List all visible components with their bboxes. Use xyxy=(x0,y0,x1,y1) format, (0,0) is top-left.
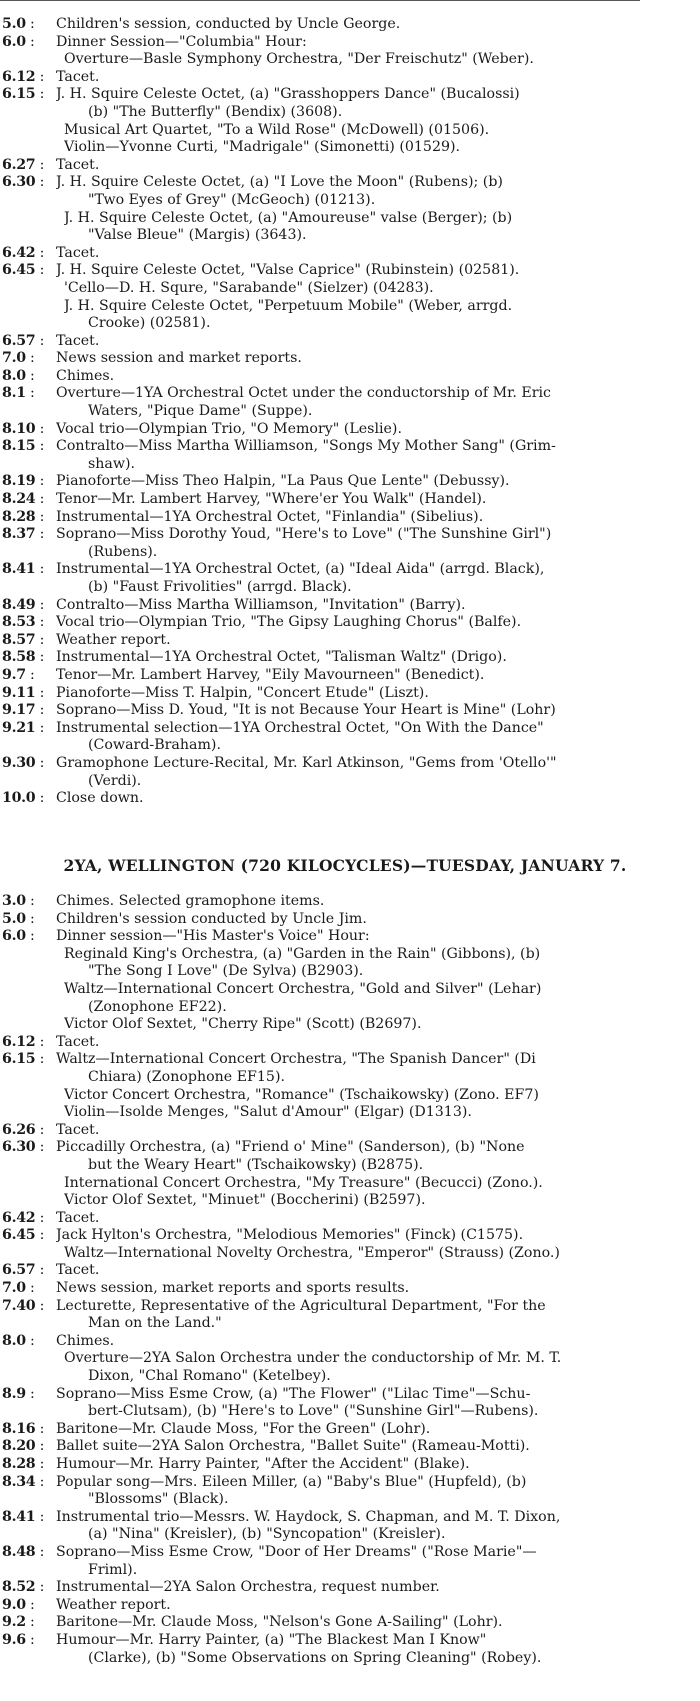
time-label: 8.10 : xyxy=(2,420,45,437)
programme-text: (Zonophone EF22). xyxy=(88,998,227,1015)
programme-line xyxy=(0,1315,690,1333)
programme-line xyxy=(0,1562,690,1580)
time-value: 9.30 xyxy=(2,754,36,771)
programme-line xyxy=(0,1509,690,1527)
programme-line xyxy=(0,720,690,738)
programme-text: Chimes. xyxy=(56,367,115,384)
time-label: 9.6 : xyxy=(2,1631,35,1648)
time-label: 9.30 : xyxy=(2,754,45,771)
programme-line xyxy=(0,403,690,421)
time-label: 6.45 : xyxy=(2,262,45,279)
programme-text: Waltz—International Concert Orchestra, "The Spanish Dancer" (Di xyxy=(56,1051,536,1068)
programme-text: Pianoforte—Miss Theo Halpin, "La Paus Que Lente" (Debussy). xyxy=(56,473,510,490)
programme-line xyxy=(0,1245,690,1263)
programme-text: J. H. Squire Celeste Octet, "Perpetuum Mobile" (Weber, arrgd. xyxy=(64,297,513,314)
programme-text: Contralto—Miss Martha Williamson, "Invitation" (Barry). xyxy=(56,596,466,613)
programme-text: Overture—1YA Orchestral Octet under the conductorship of Mr. Eric xyxy=(56,385,551,402)
time-label: 6.0 : xyxy=(2,928,35,945)
time-label: 3.0 : xyxy=(2,893,35,909)
station-header-2ya: 2YA, WELLINGTON (720 KILOCYCLES)—TUESDAY, JANUARY 7. xyxy=(63,856,627,875)
programme-line xyxy=(0,51,690,69)
programme-line xyxy=(0,1262,690,1280)
programme-line xyxy=(0,1298,690,1316)
programme-line xyxy=(0,1104,690,1122)
programme-text: Children's session conducted by Uncle Jim. xyxy=(56,910,367,927)
programme-line xyxy=(0,1579,690,1597)
programme-text: (Clarke), (b) "Some Observations on Spring Cleaning" (Robey). xyxy=(88,1649,542,1666)
programme-text: Instrumental selection—1YA Orchestral Octet, "On With the Dance" xyxy=(56,719,544,736)
programme-text: Reginald King's Orchestra, (a) "Garden in the Rain" (Gibbons), (b) xyxy=(64,945,541,962)
programme-line xyxy=(0,1051,690,1069)
programme-line xyxy=(0,928,690,946)
time-value: 8.41 xyxy=(2,1508,36,1525)
time-value: 9.2 xyxy=(2,1614,26,1631)
programme-text: bert-Clutsam), (b) "Here's to Love" ("Sunshine Girl"—Rubens). xyxy=(88,1403,539,1420)
programme-text: Tacet. xyxy=(56,1121,100,1138)
time-value: 7.0 xyxy=(2,350,26,367)
time-label: 8.20 : xyxy=(2,1438,45,1455)
programme-line xyxy=(0,69,690,87)
programme-line xyxy=(0,1227,690,1245)
programme-text: Vocal trio—Olympian Trio, "The Gipsy Laughing Chorus" (Balfe). xyxy=(56,614,522,631)
time-label: 7.0 : xyxy=(2,1280,35,1297)
programme-text: Chimes. Selected gramophone items. xyxy=(56,893,325,909)
programme-line xyxy=(0,333,690,351)
programme-text: "Valse Bleue" (Margis) (3643). xyxy=(88,227,307,244)
time-value: 10.0 xyxy=(2,790,36,807)
time-value: 6.42 xyxy=(2,1209,36,1226)
time-value: 8.58 xyxy=(2,649,36,666)
programme-section-1 xyxy=(0,16,690,808)
programme-text: Chimes. xyxy=(56,1332,115,1349)
programme-line xyxy=(0,1456,690,1474)
programme-line xyxy=(0,227,690,245)
programme-text: (a) "Nina" (Kreisler), (b) "Syncopation" (Kreisler). xyxy=(88,1526,446,1543)
programme-text: shaw). xyxy=(88,455,136,472)
programme-line xyxy=(0,649,690,667)
programme-line xyxy=(0,368,690,386)
programme-text: Humour—Mr. Harry Painter, (a) "The Blackest Man I Know" xyxy=(56,1631,487,1648)
programme-line xyxy=(0,315,690,333)
programme-text: Dixon, "Chal Romano" (Ketelbey). xyxy=(88,1368,331,1385)
time-value: 6.57 xyxy=(2,332,36,349)
programme-line xyxy=(0,667,690,685)
time-value: 6.12 xyxy=(2,68,36,85)
programme-text: Musical Art Quartet, "To a Wild Rose" (McDowell) (01506). xyxy=(64,121,490,138)
programme-text: Tacet. xyxy=(56,1033,100,1050)
programme-text: Violin—Isolde Menges, "Salut d'Amour" (Elgar) (D1313). xyxy=(64,1104,472,1121)
time-label: 6.57 : xyxy=(2,1262,45,1279)
programme-line xyxy=(0,86,690,104)
time-label: 6.42 : xyxy=(2,1209,45,1226)
time-label: 6.42 : xyxy=(2,244,45,261)
programme-line xyxy=(0,737,690,755)
programme-line xyxy=(0,1614,690,1632)
time-value: 9.21 xyxy=(2,719,36,736)
time-label: 6.12 : xyxy=(2,1033,45,1050)
time-value: 5.0 xyxy=(2,910,26,927)
programme-line xyxy=(0,1597,690,1615)
time-label: 8.52 : xyxy=(2,1579,45,1596)
time-value: 9.6 xyxy=(2,1631,26,1648)
programme-line xyxy=(0,1280,690,1298)
programme-line xyxy=(0,702,690,720)
time-value: 8.0 xyxy=(2,1332,26,1349)
programme-text: Chiara) (Zonophone EF15). xyxy=(88,1068,285,1085)
programme-line xyxy=(0,579,690,597)
time-label: 8.37 : xyxy=(2,526,45,543)
programme-text: Victor Olof Sextet, "Cherry Ripe" (Scott) (B2697). xyxy=(64,1016,422,1033)
programme-text: Tacet. xyxy=(56,156,100,173)
programme-text: Lecturette, Representative of the Agricultural Department, "For the xyxy=(56,1297,546,1314)
time-value: 7.40 xyxy=(2,1297,36,1314)
programme-text: Crooke) (02581). xyxy=(88,315,211,332)
programme-text: Tenor—Mr. Lambert Harvey, "Where'er You Walk" (Handel). xyxy=(56,491,487,508)
programme-line xyxy=(0,1139,690,1157)
programme-text: J. H. Squire Celeste Octet, (a) "I Love the Moon" (Rubens); (b) xyxy=(56,174,503,191)
time-value: 8.57 xyxy=(2,631,36,648)
time-value: 8.37 xyxy=(2,526,36,543)
time-label: 9.21 : xyxy=(2,719,45,736)
time-value: 8.10 xyxy=(2,420,36,437)
time-label: 8.28 : xyxy=(2,1456,45,1472)
programme-line xyxy=(0,104,690,122)
time-label: 6.27 : xyxy=(2,156,45,173)
programme-line xyxy=(0,34,690,52)
programme-line xyxy=(0,790,690,808)
programme-text: (b) "The Butterfly" (Bendix) (3608). xyxy=(88,103,343,120)
programme-section-2 xyxy=(0,893,690,1667)
time-value: 7.0 xyxy=(2,1280,26,1297)
programme-text: Instrumental—1YA Orchestral Octet, "Finlandia" (Sibelius). xyxy=(56,508,484,525)
programme-line xyxy=(0,544,690,562)
time-label: 9.17 : xyxy=(2,702,45,719)
time-value: 8.19 xyxy=(2,473,36,490)
programme-text: News session and market reports. xyxy=(56,350,302,367)
time-value: 8.9 xyxy=(2,1385,26,1402)
programme-text: Dinner Session—"Columbia" Hour: xyxy=(56,33,307,50)
programme-text: Tacet. xyxy=(56,1209,100,1226)
programme-text: but the Weary Heart" (Tschaikowsky) (B2875). xyxy=(88,1156,424,1173)
time-value: 8.28 xyxy=(2,1456,36,1472)
time-value: 5.0 xyxy=(2,16,26,32)
time-label: 5.0 : xyxy=(2,16,35,32)
time-value: 8.1 xyxy=(2,385,26,402)
time-value: 6.30 xyxy=(2,174,36,191)
time-label: 8.41 : xyxy=(2,1508,45,1525)
time-label: 6.0 : xyxy=(2,33,35,50)
time-label: 8.0 : xyxy=(2,1332,35,1349)
time-label: 8.58 : xyxy=(2,649,45,666)
time-value: 9.7 xyxy=(2,666,26,683)
programme-text: Man on the Land." xyxy=(88,1315,222,1332)
programme-line xyxy=(0,385,690,403)
programme-text: Overture—Basle Symphony Orchestra, "Der Freischutz" (Weber). xyxy=(64,51,534,68)
time-value: 8.49 xyxy=(2,596,36,613)
time-value: 8.0 xyxy=(2,367,26,384)
time-value: 8.15 xyxy=(2,438,36,455)
programme-line xyxy=(0,946,690,964)
time-value: 8.24 xyxy=(2,491,36,508)
programme-text: Jack Hylton's Orchestra, "Melodious Memories" (Finck) (C1575). xyxy=(56,1227,524,1244)
time-value: 6.30 xyxy=(2,1139,36,1156)
time-label: 8.15 : xyxy=(2,438,45,455)
time-label: 8.24 : xyxy=(2,491,45,508)
programme-text: Instrumental trio—Messrs. W. Haydock, S. Chapman, and M. T. Dixon, xyxy=(56,1508,561,1525)
programme-text: Weather report. xyxy=(56,631,171,648)
programme-text: Baritone—Mr. Claude Moss, "For the Green" (Lohr). xyxy=(56,1420,431,1437)
programme-text: "Two Eyes of Grey" (McGeoch) (01213). xyxy=(88,191,376,208)
programme-line xyxy=(0,561,690,579)
programme-line xyxy=(0,1474,690,1492)
programme-text: Tenor—Mr. Lambert Harvey, "Eily Mavourneen" (Benedict). xyxy=(56,666,485,683)
time-label: 8.53 : xyxy=(2,614,45,631)
programme-line xyxy=(0,298,690,316)
programme-line xyxy=(0,1122,690,1140)
time-label: 5.0 : xyxy=(2,910,35,927)
programme-line xyxy=(0,685,690,703)
programme-text: Humour—Mr. Harry Painter, "After the Accident" (Blake). xyxy=(56,1456,470,1472)
programme-text: Close down. xyxy=(56,790,144,807)
programme-line xyxy=(0,1386,690,1404)
time-value: 6.15 xyxy=(2,86,36,103)
programme-line xyxy=(0,963,690,981)
programme-text: (b) "Faust Frivolities" (arrgd. Black). xyxy=(88,579,352,595)
programme-line xyxy=(0,1632,690,1650)
time-label: 6.26 : xyxy=(2,1121,45,1138)
programme-text: Dinner session—"His Master's Voice" Hour: xyxy=(56,928,370,945)
programme-line xyxy=(0,1087,690,1105)
time-label: 6.30 : xyxy=(2,174,45,191)
time-value: 8.28 xyxy=(2,508,36,525)
time-label: 6.57 : xyxy=(2,332,45,349)
programme-text: J. H. Squire Celeste Octet, "Valse Caprice" (Rubinstein) (02581). xyxy=(56,262,520,279)
time-label: 6.30 : xyxy=(2,1139,45,1156)
programme-line xyxy=(0,632,690,650)
time-value: 6.45 xyxy=(2,1227,36,1244)
programme-text: International Concert Orchestra, "My Treasure" (Becucci) (Zono.). xyxy=(64,1174,543,1191)
time-label: 9.7 : xyxy=(2,666,35,683)
time-value: 9.0 xyxy=(2,1596,26,1613)
programme-line xyxy=(0,1069,690,1087)
programme-text: Vocal trio—Olympian Trio, "O Memory" (Leslie). xyxy=(56,420,402,437)
time-value: 8.16 xyxy=(2,1420,36,1437)
programme-line xyxy=(0,192,690,210)
time-label: 8.41 : xyxy=(2,561,45,578)
programme-text: Popular song—Mrs. Eileen Miller, (a) "Baby's Blue" (Hupfeld), (b) xyxy=(56,1473,527,1490)
programme-text: Weather report. xyxy=(56,1596,171,1613)
programme-text: Violin—Yvonne Curti, "Madrigale" (Simonetti) (01529). xyxy=(64,139,461,156)
time-value: 9.11 xyxy=(2,684,36,701)
programme-line xyxy=(0,981,690,999)
programme-text: Contralto—Miss Martha Williamson, "Songs My Mother Sang" (Grim- xyxy=(56,438,556,455)
programme-text: Friml). xyxy=(88,1561,138,1578)
time-value: 8.48 xyxy=(2,1543,36,1560)
programme-text: (Verdi). xyxy=(88,772,142,789)
programme-line xyxy=(0,16,690,34)
time-label: 8.19 : xyxy=(2,473,45,490)
programme-text: Piccadilly Orchestra, (a) "Friend o' Mine" (Sanderson), (b) "None xyxy=(56,1139,525,1156)
time-value: 6.26 xyxy=(2,1121,36,1138)
time-value: 6.0 xyxy=(2,33,26,50)
programme-line xyxy=(0,773,690,791)
programme-text: Instrumental—1YA Orchestral Octet, "Talisman Waltz" (Drigo). xyxy=(56,649,507,666)
programme-line xyxy=(0,1403,690,1421)
time-label: 7.40 : xyxy=(2,1297,45,1314)
time-label: 8.9 : xyxy=(2,1385,35,1402)
programme-line xyxy=(0,1526,690,1544)
programme-text: Soprano—Miss D. Youd, "It is not Because Your Heart is Mine" (Lohr) xyxy=(56,702,556,719)
programme-text: Instrumental—2YA Salon Orchestra, request number. xyxy=(56,1579,440,1596)
programme-text: Tacet. xyxy=(56,1262,100,1279)
programme-line xyxy=(0,210,690,228)
time-label: 10.0 : xyxy=(2,790,45,807)
programme-line xyxy=(0,509,690,527)
programme-line xyxy=(0,1016,690,1034)
top-rule xyxy=(0,0,640,1)
programme-line xyxy=(0,122,690,140)
programme-text: Soprano—Miss Esme Crow, (a) "The Flower" ("Lilac Time"—Schu- xyxy=(56,1385,531,1402)
programme-line xyxy=(0,526,690,544)
programme-line xyxy=(0,139,690,157)
programme-line xyxy=(0,1034,690,1052)
programme-text: Soprano—Miss Esme Crow, "Door of Her Dreams" ("Rose Marie"— xyxy=(56,1543,537,1560)
programme-line xyxy=(0,1368,690,1386)
programme-text: Victor Olof Sextet, "Minuet" (Boccherini) (B2597). xyxy=(64,1192,426,1209)
programme-line xyxy=(0,157,690,175)
programme-line xyxy=(0,262,690,280)
time-label: 9.0 : xyxy=(2,1596,35,1613)
time-label: 8.16 : xyxy=(2,1420,45,1437)
programme-text: "Blossoms" (Black). xyxy=(88,1491,229,1508)
time-value: 8.20 xyxy=(2,1438,36,1455)
programme-line xyxy=(0,245,690,263)
programme-line xyxy=(0,1650,690,1668)
time-label: 8.0 : xyxy=(2,367,35,384)
programme-text: Children's session, conducted by Uncle George. xyxy=(56,16,401,32)
time-value: 3.0 xyxy=(2,893,26,909)
programme-line xyxy=(0,1192,690,1210)
programme-line xyxy=(0,350,690,368)
programme-text: Tacet. xyxy=(56,68,100,85)
programme-line xyxy=(0,999,690,1017)
programme-line xyxy=(0,1438,690,1456)
programme-line xyxy=(0,473,690,491)
programme-text: Ballet suite—2YA Salon Orchestra, "Ballet Suite" (Rameau-Motti). xyxy=(56,1438,530,1455)
programme-line xyxy=(0,614,690,632)
time-value: 9.17 xyxy=(2,702,36,719)
programme-text: Victor Concert Orchestra, "Romance" (Tschaikowsky) (Zono. EF7) xyxy=(64,1086,539,1103)
programme-text: Tacet. xyxy=(56,332,100,349)
programme-text: Pianoforte—Miss T. Halpin, "Concert Etude" (Liszt). xyxy=(56,684,429,701)
time-value: 6.12 xyxy=(2,1033,36,1050)
programme-text: Baritone—Mr. Claude Moss, "Nelson's Gone A-Sailing" (Lohr). xyxy=(56,1614,503,1631)
programme-line xyxy=(0,1350,690,1368)
programme-line xyxy=(0,438,690,456)
time-value: 8.52 xyxy=(2,1579,36,1596)
programme-line xyxy=(0,893,690,911)
time-label: 9.2 : xyxy=(2,1614,35,1631)
time-value: 8.41 xyxy=(2,561,36,578)
time-value: 6.15 xyxy=(2,1051,36,1068)
programme-text: J. H. Squire Celeste Octet, (a) "Amoureuse" valse (Berger); (b) xyxy=(64,209,513,226)
time-label: 8.1 : xyxy=(2,385,35,402)
programme-line xyxy=(0,755,690,773)
programme-line xyxy=(0,911,690,929)
time-label: 8.48 : xyxy=(2,1543,45,1560)
programme-text: (Rubens). xyxy=(88,543,158,560)
time-label: 6.12 : xyxy=(2,68,45,85)
time-label: 8.57 : xyxy=(2,631,45,648)
programme-text: 'Cello—D. H. Squre, "Sarabande" (Sielzer) (04283). xyxy=(64,279,434,296)
programme-text: Instrumental—1YA Orchestral Octet, (a) "Ideal Aida" (arrgd. Black), xyxy=(56,561,545,578)
programme-line xyxy=(0,174,690,192)
programme-text: Waltz—International Novelty Orchestra, "Emperor" (Strauss) (Zono.) xyxy=(64,1244,560,1261)
programme-text: Gramophone Lecture-Recital, Mr. Karl Atkinson, "Gems from 'Otello'" xyxy=(56,754,557,771)
programme-text: Waltz—International Concert Orchestra, "Gold and Silver" (Lehar) xyxy=(64,980,542,997)
time-value: 6.45 xyxy=(2,262,36,279)
programme-line xyxy=(0,280,690,298)
time-value: 6.42 xyxy=(2,244,36,261)
programme-line xyxy=(0,421,690,439)
programme-text: (Coward-Braham). xyxy=(88,737,221,754)
programme-line xyxy=(0,1491,690,1509)
time-label: 8.49 : xyxy=(2,596,45,613)
programme-line xyxy=(0,491,690,509)
programme-text: News session, market reports and sports results. xyxy=(56,1280,410,1297)
programme-line xyxy=(0,1333,690,1351)
time-label: 6.15 : xyxy=(2,86,45,103)
time-value: 6.27 xyxy=(2,156,36,173)
programme-text: Waters, "Pique Dame" (Suppe). xyxy=(88,403,313,420)
programme-line xyxy=(0,1544,690,1562)
programme-line xyxy=(0,1421,690,1439)
programme-text: "The Song I Love" (De Sylva) (B2903). xyxy=(88,963,364,980)
time-label: 7.0 : xyxy=(2,350,35,367)
programme-line xyxy=(0,456,690,474)
time-label: 6.15 : xyxy=(2,1051,45,1068)
programme-text: J. H. Squire Celeste Octet, (a) "Grasshoppers Dance" (Bucalossi) xyxy=(56,86,520,103)
time-label: 9.11 : xyxy=(2,684,45,701)
time-label: 6.45 : xyxy=(2,1227,45,1244)
programme-text: Tacet. xyxy=(56,244,100,261)
programme-line xyxy=(0,1157,690,1175)
programme-text: Overture—2YA Salon Orchestra under the conductorship of Mr. M. T. xyxy=(64,1350,562,1367)
time-label: 8.34 : xyxy=(2,1473,45,1490)
time-value: 8.34 xyxy=(2,1473,36,1490)
time-value: 6.0 xyxy=(2,928,26,945)
programme-line xyxy=(0,1175,690,1193)
programme-line xyxy=(0,597,690,615)
programme-text: Soprano—Miss Dorothy Youd, "Here's to Love" ("The Sunshine Girl") xyxy=(56,526,552,543)
time-value: 6.57 xyxy=(2,1262,36,1279)
programme-line xyxy=(0,1210,690,1228)
time-label: 8.28 : xyxy=(2,508,45,525)
time-value: 8.53 xyxy=(2,614,36,631)
